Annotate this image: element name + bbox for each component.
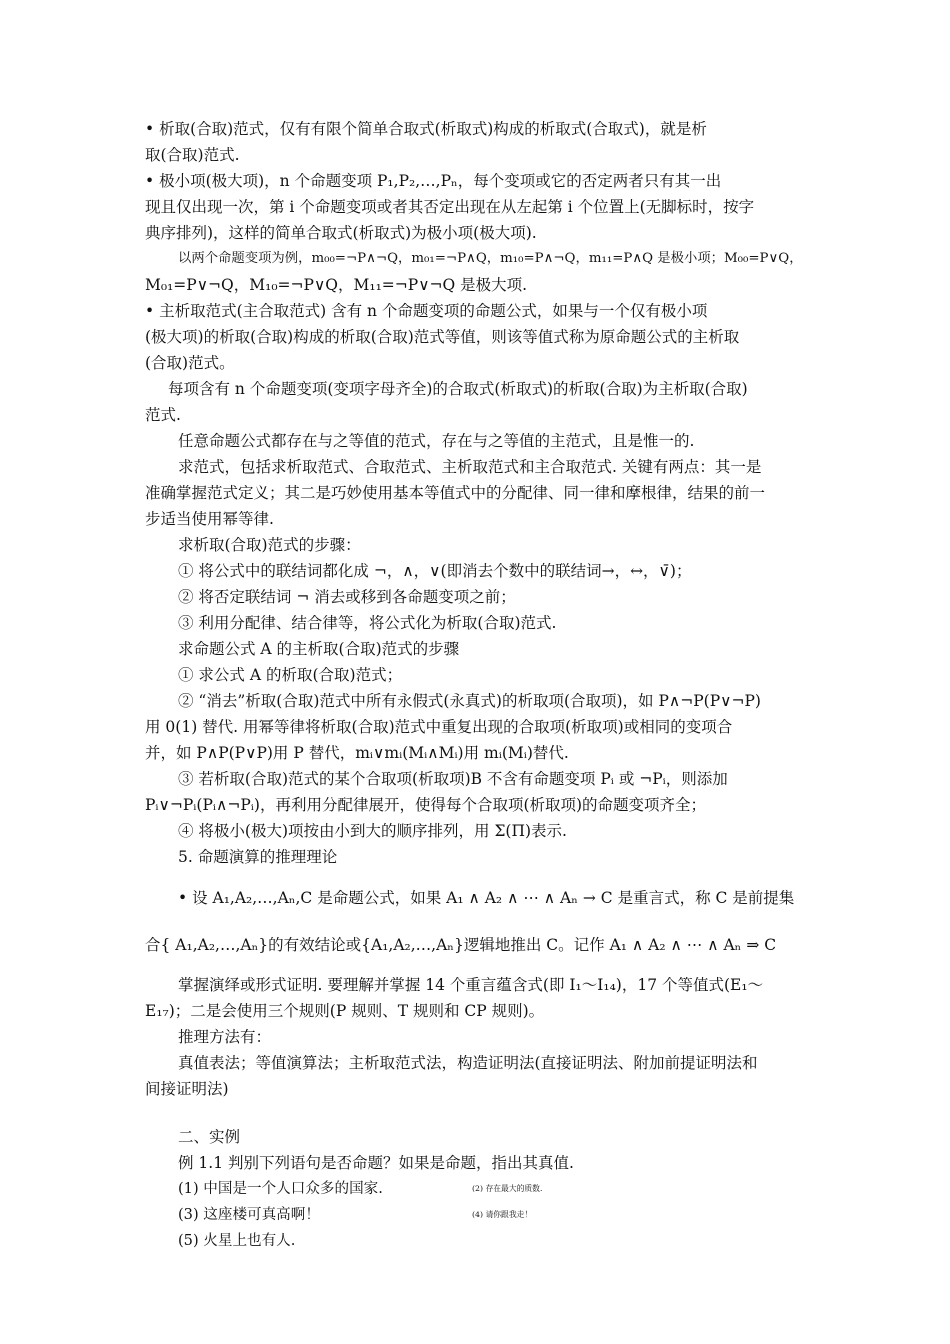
step-line: ③ 利用分配律、结合律等，将公式化为析取(合取)范式. [178, 614, 557, 632]
paragraph-line: 现且仅出现一次，第 i 个命题变项或者其否定出现在从左起第 i 个位置上(无脚标时，按字 [145, 198, 755, 216]
paragraph-line: 范式. [145, 406, 181, 424]
paragraph-line: 任意命题公式都存在与之等值的范式，存在与之等值的主范式，且是惟一的. [178, 432, 695, 450]
paragraph-line: (合取)范式。 [145, 354, 235, 372]
step-line: ② 将否定联结词 ¬ 消去或移到各命题变项之前； [178, 588, 516, 606]
example-item-4: (4) 请你跟我走！ [472, 1210, 533, 1219]
paragraph-line: 并，如 P∧P(P∨P)用 P 替代，mᵢ∨mᵢ(Mᵢ∧Mᵢ)用 mᵢ(Mᵢ)替代. [145, 744, 569, 762]
paragraph-line: • 极小项(极大项)，n 个命题变项 P₁,P₂,…,Pₙ，每个变项或它的否定两者只有其一出 [145, 172, 722, 190]
paragraph-line: 推理方法有： [178, 1028, 272, 1046]
paragraph-line: 步适当使用幂等律. [145, 510, 274, 528]
paragraph-line: • 析取(合取)范式，仅有有限个简单合取式(析取式)构成的析取式(合取式)，就是析 [145, 120, 707, 138]
step-line: ② “消去”析取(合取)范式中所有永假式(永真式)的析取项(合取项)，如 P∧¬P(P∨¬P) [178, 692, 761, 710]
paragraph-line: 求析取(合取)范式的步骤： [178, 536, 361, 554]
example-item-2: (2) 存在最大的质数. [472, 1184, 543, 1193]
example-title: 例 1.1 判别下列语句是否命题？如果是命题，指出其真值. [178, 1154, 574, 1172]
step-line: ① 求公式 A 的析取(合取)范式； [178, 666, 403, 684]
step-line: ④ 将极小(极大)项按由小到大的顺序排列，用 Σ(Π)表示. [178, 822, 567, 840]
paragraph-line: 以两个命题变项为例，m₀₀=¬P∧¬Q，m₀₁=¬P∧Q，m₁₀=P∧¬Q，m₁₁=P∧Q 是极小项；M₀₀=P∨Q， [178, 251, 803, 266]
step-line: ③ 若析取(合取)范式的某个合取项(析取项)B 不含有命题变项 Pᵢ 或 ¬Pᵢ，则添加 [178, 770, 728, 788]
paragraph-line: • 设 A₁,A₂,…,Aₙ,C 是命题公式，如果 A₁ ∧ A₂ ∧ ⋯ ∧ Aₙ → C 是重言式，称 C 是前提集 [178, 889, 795, 907]
paragraph-line: 用 0(1) 替代. 用幂等律将析取(合取)范式中重复出现的合取项(析取项)或相同的变项合 [145, 718, 733, 736]
paragraph-line: • 主析取范式(主合取范式) 含有 n 个命题变项的命题公式，如果与一个仅有极小项 [145, 302, 708, 320]
paragraph-line: 合{ A₁,A₂,…,Aₙ}的有效结论或{A₁,A₂,…,Aₙ}逻辑地推出 C。记作 A₁ ∧ A₂ ∧ ⋯ ∧ Aₙ ⇒ C [145, 936, 777, 954]
paragraph-line: 真值表法；等值演算法；主析取范式法，构造证明法(直接证明法、附加前提证明法和 [178, 1054, 758, 1072]
paragraph-line: 间接证明法) [145, 1080, 229, 1098]
paragraph-line: 掌握演绎或形式证明. 要理解并掌握 14 个重言蕴含式(即 I₁～I₁₄)，17 个等值式(E₁～ [178, 976, 764, 994]
example-item-1: (1) 中国是一个人口众多的国家. [178, 1180, 383, 1197]
paragraph-line: 求范式，包括求析取范式、合取范式、主析取范式和主合取范式. 关键有两点：其一是 [178, 458, 762, 476]
paragraph-line: 每项含有 n 个命题变项(变项字母齐全)的合取式(析取式)的析取(合取)为主析取(合取) [168, 380, 748, 398]
paragraph-line: Pᵢ∨¬Pᵢ(Pᵢ∧¬Pᵢ)，再利用分配律展开，使得每个合取项(析取项)的命题变项齐全； [145, 796, 707, 814]
example-item-3: (3) 这座楼可真高啊！ [178, 1206, 320, 1223]
paragraph-line: 准确掌握范式定义；其二是巧妙使用基本等值式中的分配律、同一律和摩根律，结果的前一 [145, 484, 766, 502]
paragraph-line: 典序排列)，这样的简单合取式(析取式)为极小项(极大项). [145, 224, 537, 242]
paragraph-line: E₁₇)；二是会使用三个规则(P 规则、T 规则和 CP 规则)。 [145, 1002, 545, 1020]
paragraph-line: 取(合取)范式. [145, 146, 240, 164]
step-line: ① 将公式中的联结词都化成 ¬，∧，∨(即消去个数中的联结词→，↔，∨̄)； [178, 562, 692, 580]
section-heading: 5. 命题演算的推理理论 [178, 848, 338, 866]
section-heading: 二、实例 [178, 1128, 241, 1146]
paragraph-line: (极大项)的析取(合取)构成的析取(合取)范式等值，则该等值式称为原命题公式的主析取 [145, 328, 740, 346]
example-item-5: (5) 火星上也有人. [178, 1232, 296, 1249]
paragraph-line: M₀₁=P∨¬Q，M₁₀=¬P∨Q，M₁₁=¬P∨¬Q 是极大项. [145, 276, 528, 294]
paragraph-line: 求命题公式 A 的主析取(合取)范式的步骤 [178, 640, 460, 658]
